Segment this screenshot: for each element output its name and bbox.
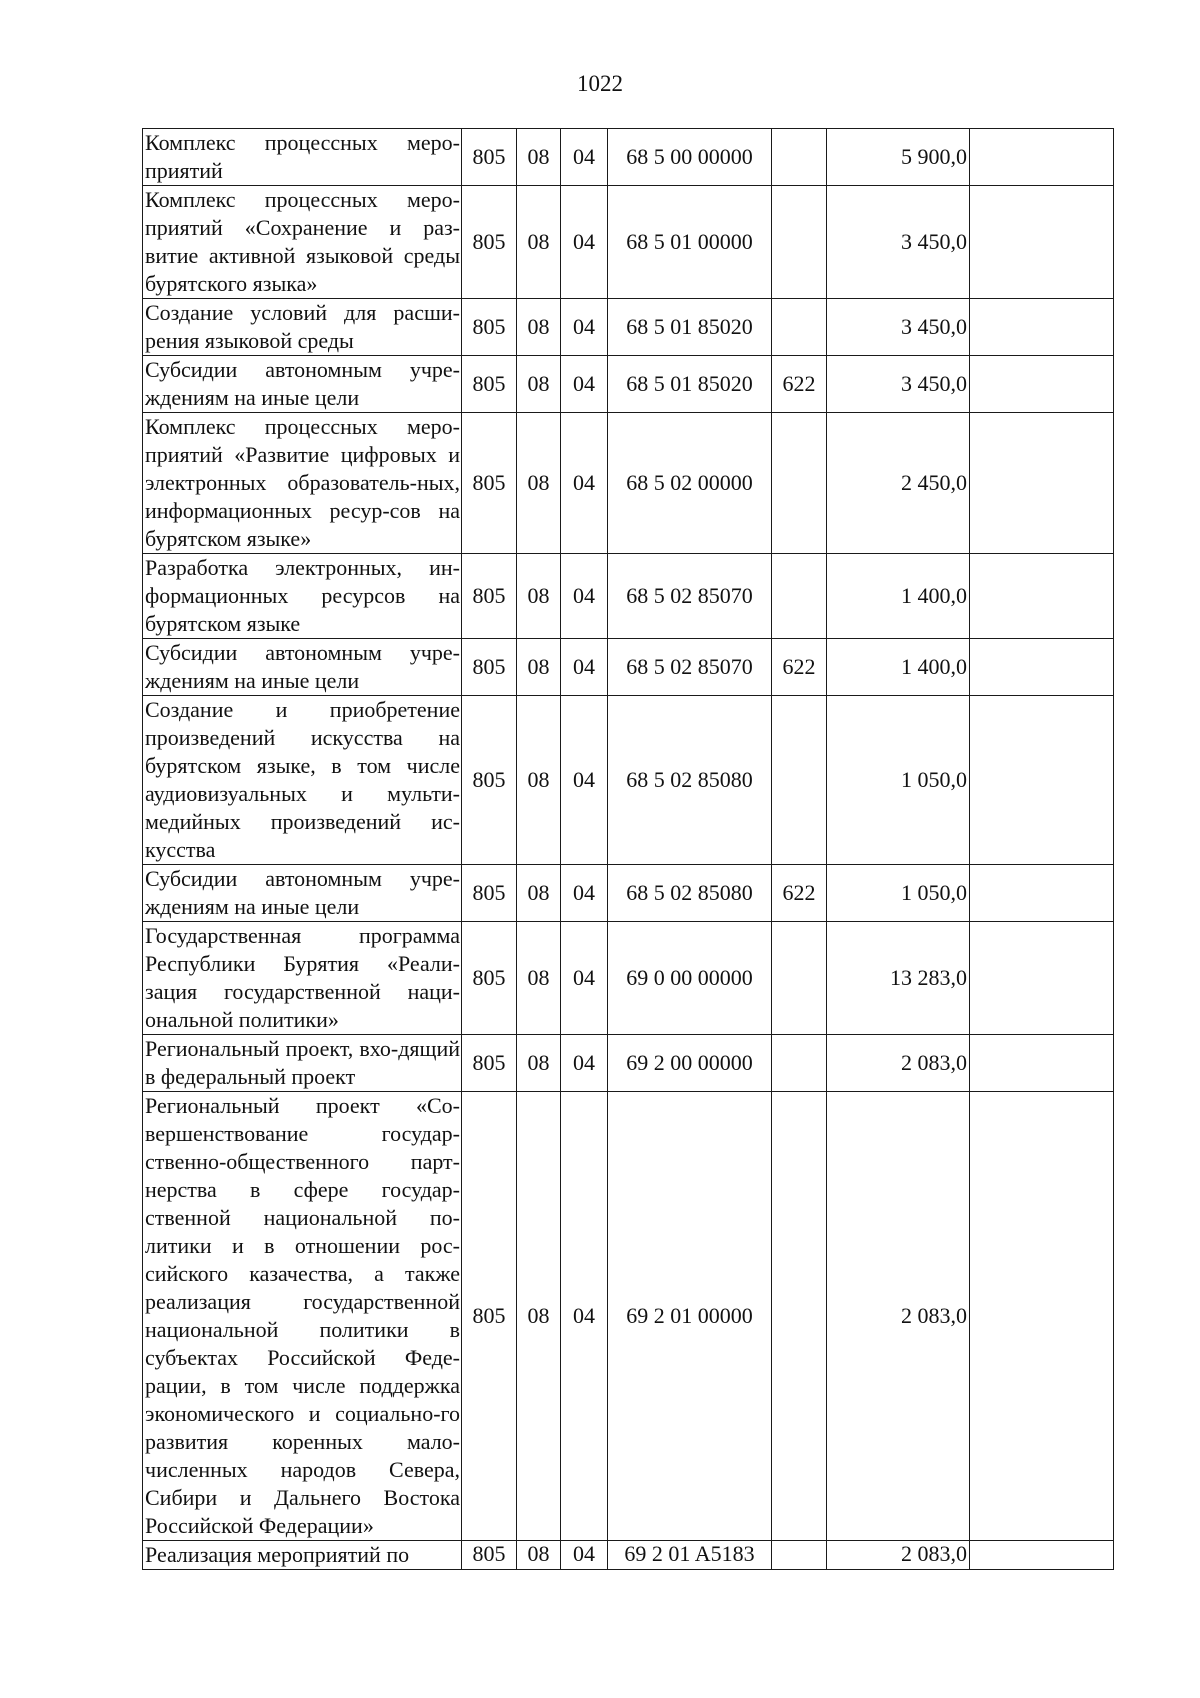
amount-cell: 1 050,0 — [827, 865, 970, 922]
target-article-cell: 69 0 00 00000 — [608, 922, 772, 1035]
amount-cell: 1 050,0 — [827, 696, 970, 865]
section-code-cell: 08 — [517, 922, 561, 1035]
subsection-code-cell: 04 — [561, 413, 608, 554]
amount-cell: 2 083,0 — [827, 1092, 970, 1541]
table-body — [143, 129, 1114, 1570]
table-row — [143, 129, 1114, 186]
ministry-code-cell: 805 — [462, 413, 517, 554]
table-row — [143, 299, 1114, 356]
expense-type-cell — [772, 922, 827, 1035]
subsection-code-cell: 04 — [561, 1541, 608, 1570]
row-name-cell: Субсидии автономным учре-ждениям на иные цели — [143, 639, 462, 696]
amount-cell: 3 450,0 — [827, 356, 970, 413]
section-code-cell: 08 — [517, 1035, 561, 1092]
row-name-cell: Субсидии автономным учре-ждениям на иные цели — [143, 865, 462, 922]
expense-type-cell: 622 — [772, 639, 827, 696]
subsection-code-cell: 04 — [561, 639, 608, 696]
expense-type-cell — [772, 1035, 827, 1092]
table-row — [143, 1541, 1114, 1570]
row-name-cell: Региональный проект «Со-вершенствование государ-ственно-общественного парт-нерства в сфере государ-ственной национальной по-литики и в отношении рос-сийского казачества, а также реализация государственной национальной политики в субъектах Российской Феде-рации, в том числе поддержка экономического и социально-го развития коренных мало-численных народов Севера, Сибири и Дальнего Востока Российской Федерации» — [143, 1092, 462, 1541]
table-row — [143, 1035, 1114, 1092]
ministry-code-cell: 805 — [462, 186, 517, 299]
table-row — [143, 186, 1114, 299]
target-article-cell: 68 5 02 85080 — [608, 696, 772, 865]
subsection-code-cell: 04 — [561, 299, 608, 356]
amount-cell: 2 450,0 — [827, 413, 970, 554]
extra-cell — [970, 1035, 1114, 1092]
target-article-cell: 68 5 02 85080 — [608, 865, 772, 922]
ministry-code-cell: 805 — [462, 356, 517, 413]
subsection-code-cell: 04 — [561, 554, 608, 639]
amount-cell: 2 083,0 — [827, 1541, 970, 1570]
ministry-code-cell: 805 — [462, 639, 517, 696]
expense-type-cell: 622 — [772, 356, 827, 413]
target-article-cell: 68 5 01 85020 — [608, 356, 772, 413]
amount-cell: 2 083,0 — [827, 1035, 970, 1092]
section-code-cell: 08 — [517, 186, 561, 299]
table-row — [143, 865, 1114, 922]
target-article-cell: 68 5 02 85070 — [608, 554, 772, 639]
section-code-cell: 08 — [517, 1541, 561, 1570]
section-code-cell: 08 — [517, 356, 561, 413]
row-name-cell: Реализация мероприятий по — [143, 1541, 462, 1570]
extra-cell — [970, 554, 1114, 639]
extra-cell — [970, 186, 1114, 299]
row-name-cell: Создание условий для расши-рения языковой среды — [143, 299, 462, 356]
extra-cell — [970, 696, 1114, 865]
expense-type-cell — [772, 186, 827, 299]
expense-type-cell — [772, 299, 827, 356]
extra-cell — [970, 129, 1114, 186]
table-row — [143, 413, 1114, 554]
subsection-code-cell: 04 — [561, 1092, 608, 1541]
section-code-cell: 08 — [517, 413, 561, 554]
target-article-cell: 68 5 02 00000 — [608, 413, 772, 554]
amount-cell: 13 283,0 — [827, 922, 970, 1035]
subsection-code-cell: 04 — [561, 186, 608, 299]
expense-type-cell — [772, 1092, 827, 1541]
extra-cell — [970, 922, 1114, 1035]
target-article-cell: 68 5 00 00000 — [608, 129, 772, 186]
amount-cell: 1 400,0 — [827, 554, 970, 639]
section-code-cell: 08 — [517, 639, 561, 696]
expense-type-cell: 622 — [772, 865, 827, 922]
target-article-cell: 68 5 02 85070 — [608, 639, 772, 696]
ministry-code-cell: 805 — [462, 554, 517, 639]
expense-type-cell — [772, 696, 827, 865]
target-article-cell: 68 5 01 00000 — [608, 186, 772, 299]
extra-cell — [970, 865, 1114, 922]
table-row — [143, 639, 1114, 696]
expense-type-cell — [772, 1541, 827, 1570]
ministry-code-cell: 805 — [462, 696, 517, 865]
section-code-cell: 08 — [517, 696, 561, 865]
ministry-code-cell: 805 — [462, 922, 517, 1035]
table-row — [143, 696, 1114, 865]
row-name-cell: Комплекс процессных меро-приятий — [143, 129, 462, 186]
expense-type-cell — [772, 554, 827, 639]
amount-cell: 5 900,0 — [827, 129, 970, 186]
extra-cell — [970, 1092, 1114, 1541]
row-name-cell: Комплекс процессных меро-приятий «Развитие цифровых и электронных образователь-ных, информационных ресур-сов на бурятском языке» — [143, 413, 462, 554]
subsection-code-cell: 04 — [561, 696, 608, 865]
extra-cell — [970, 356, 1114, 413]
section-code-cell: 08 — [517, 129, 561, 186]
extra-cell — [970, 413, 1114, 554]
section-code-cell: 08 — [517, 865, 561, 922]
subsection-code-cell: 04 — [561, 865, 608, 922]
row-name-cell: Разработка электронных, ин-формационных ресурсов на бурятском языке — [143, 554, 462, 639]
target-article-cell: 68 5 01 85020 — [608, 299, 772, 356]
section-code-cell: 08 — [517, 299, 561, 356]
table-row — [143, 922, 1114, 1035]
ministry-code-cell: 805 — [462, 299, 517, 356]
expense-type-cell — [772, 129, 827, 186]
row-name-cell: Комплекс процессных меро-приятий «Сохранение и раз-витие активной языковой среды бурятского языка» — [143, 186, 462, 299]
page-number: 1022 — [577, 71, 623, 96]
amount-cell: 3 450,0 — [827, 186, 970, 299]
row-name-cell: Субсидии автономным учре-ждениям на иные цели — [143, 356, 462, 413]
amount-cell: 3 450,0 — [827, 299, 970, 356]
row-name-cell: Создание и приобретение произведений искусства на бурятском языке, в том числе аудиовизуальных и мульти-медийных произведений ис-кусства — [143, 696, 462, 865]
subsection-code-cell: 04 — [561, 1035, 608, 1092]
row-name-cell: Государственная программа Республики Бурятия «Реали-зация государственной наци-ональной политики» — [143, 922, 462, 1035]
extra-cell — [970, 1541, 1114, 1570]
table-row — [143, 356, 1114, 413]
section-code-cell: 08 — [517, 554, 561, 639]
ministry-code-cell: 805 — [462, 129, 517, 186]
target-article-cell: 69 2 01 00000 — [608, 1092, 772, 1541]
target-article-cell: 69 2 00 00000 — [608, 1035, 772, 1092]
subsection-code-cell: 04 — [561, 922, 608, 1035]
subsection-code-cell: 04 — [561, 129, 608, 186]
extra-cell — [970, 639, 1114, 696]
ministry-code-cell: 805 — [462, 1092, 517, 1541]
subsection-code-cell: 04 — [561, 356, 608, 413]
row-name-cell: Региональный проект, вхо-дящий в федеральный проект — [143, 1035, 462, 1092]
table-row — [143, 554, 1114, 639]
table-row — [143, 1092, 1114, 1541]
budget-table — [142, 128, 1114, 1570]
ministry-code-cell: 805 — [462, 1541, 517, 1570]
ministry-code-cell: 805 — [462, 865, 517, 922]
expense-type-cell — [772, 413, 827, 554]
section-code-cell: 08 — [517, 1092, 561, 1541]
extra-cell — [970, 299, 1114, 356]
target-article-cell: 69 2 01 A5183 — [608, 1541, 772, 1570]
amount-cell: 1 400,0 — [827, 639, 970, 696]
ministry-code-cell: 805 — [462, 1035, 517, 1092]
